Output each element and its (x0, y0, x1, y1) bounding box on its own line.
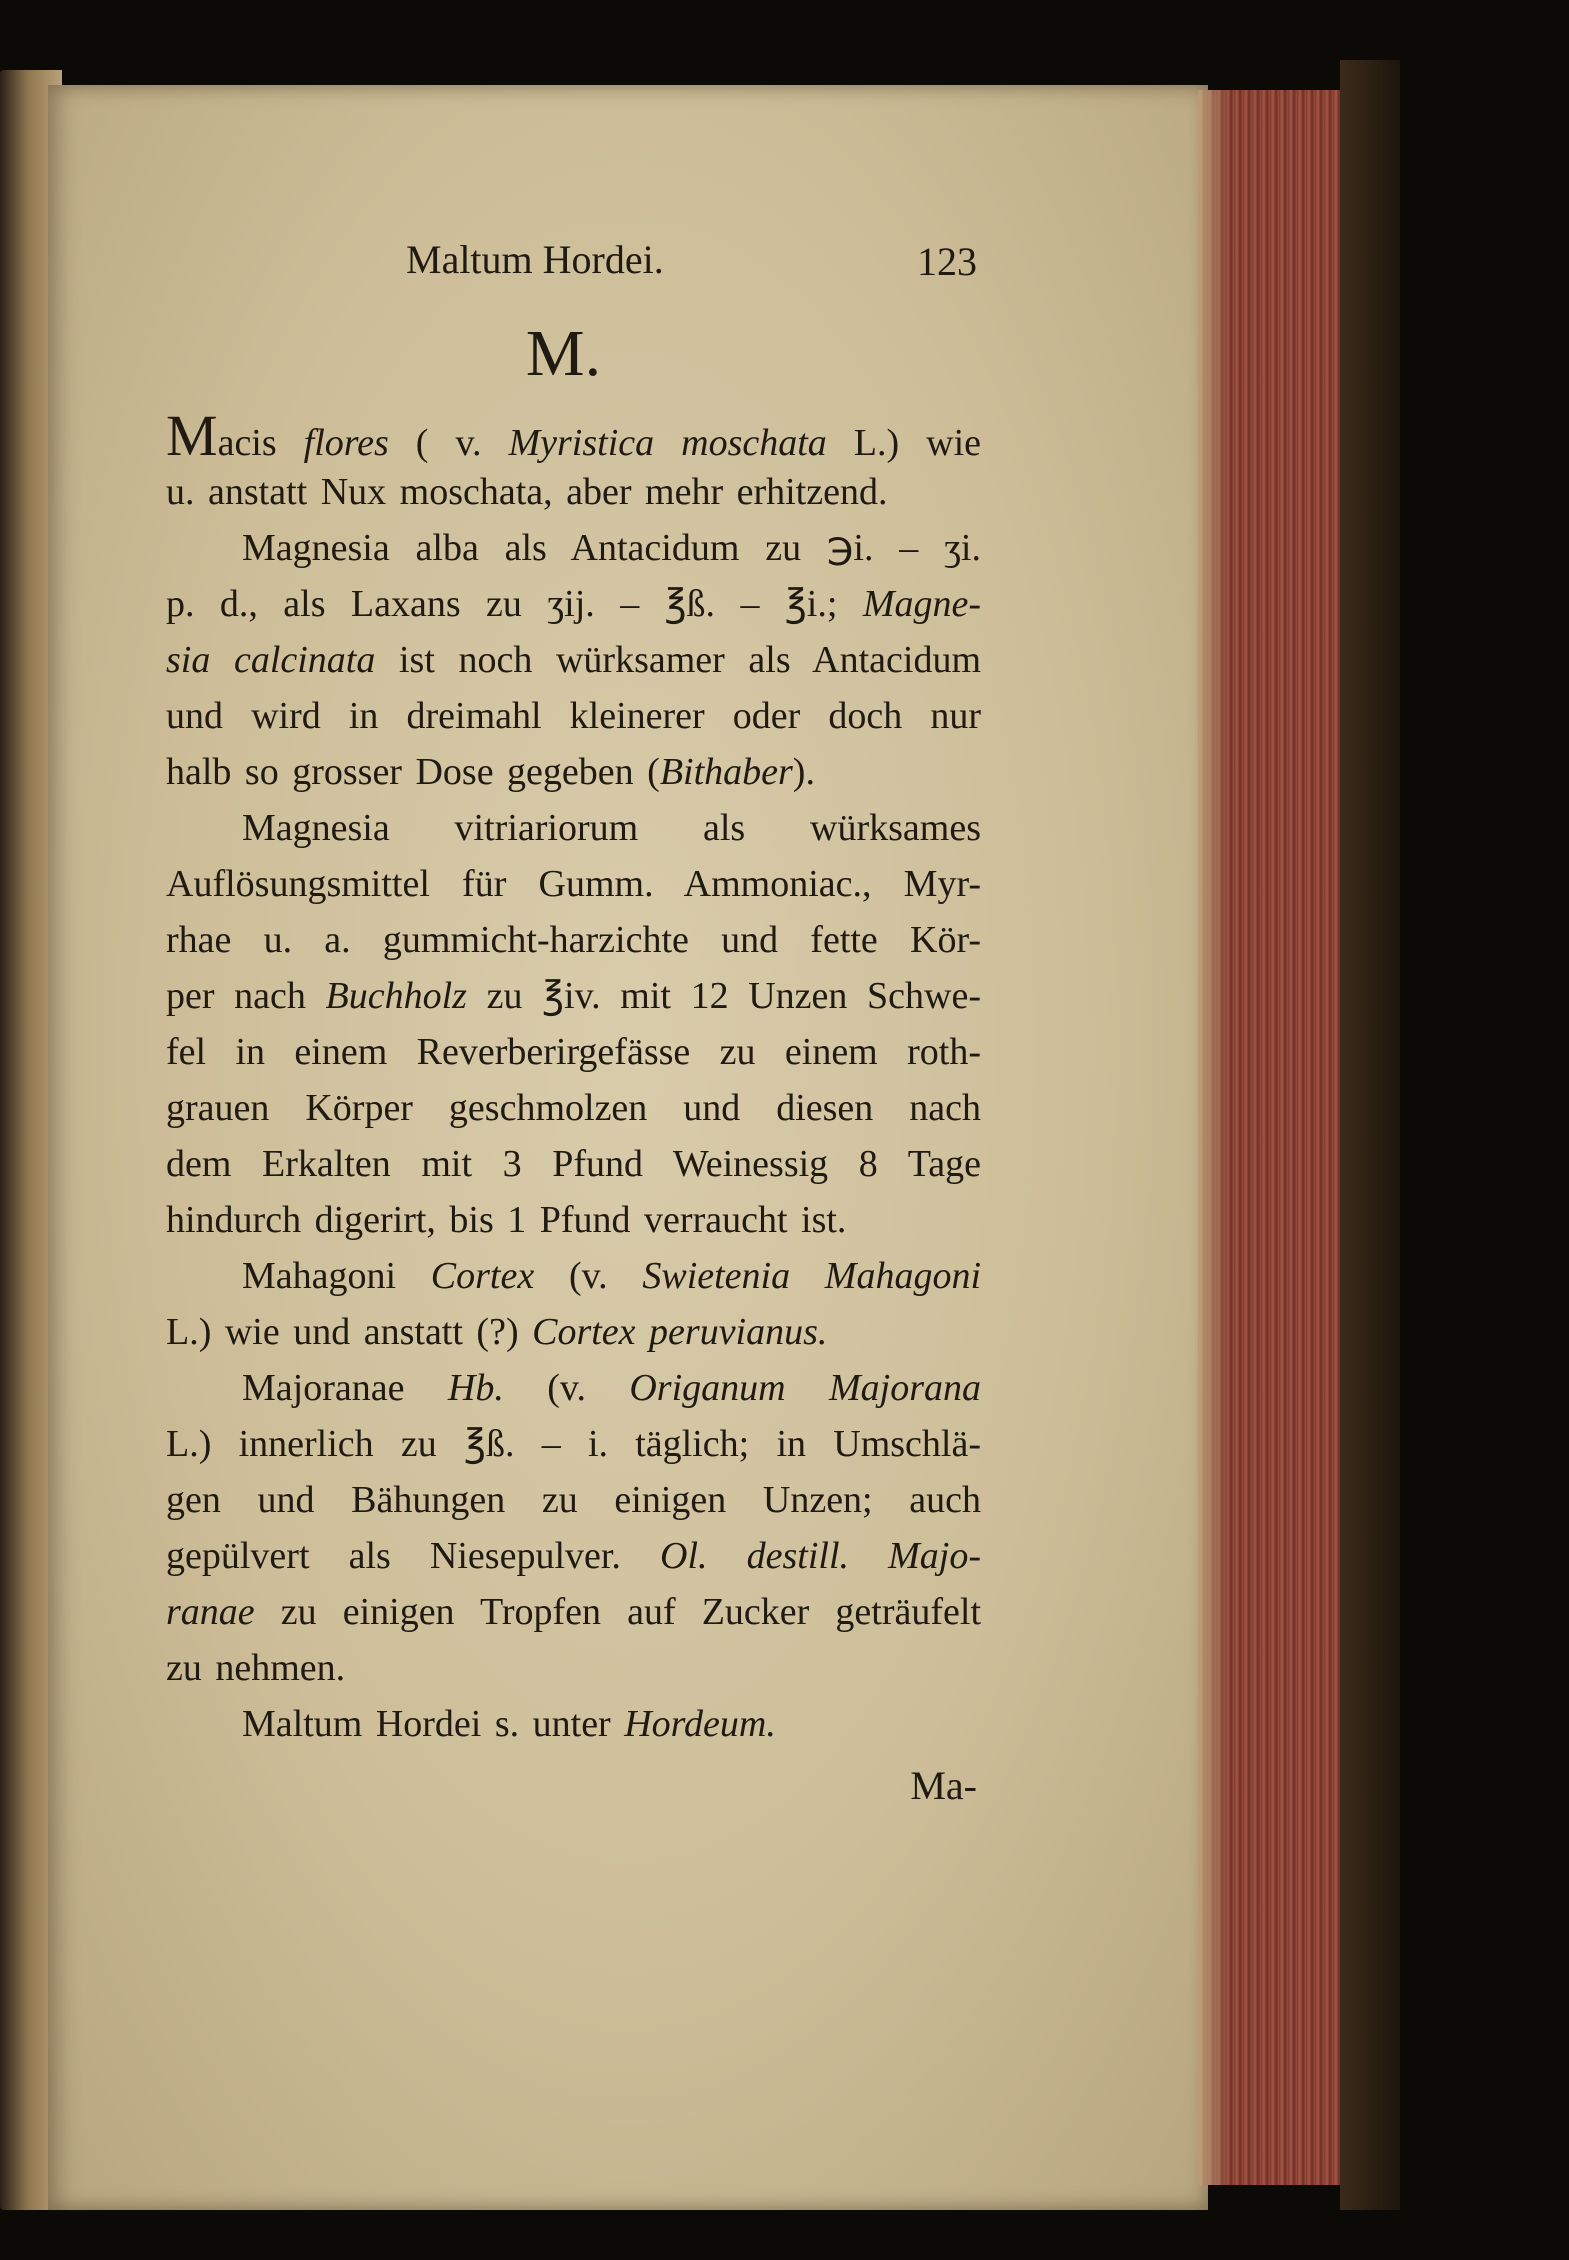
text-run: zu nehmen. (166, 1647, 346, 1689)
text-run: sia calcinata (166, 639, 376, 681)
text-run: L.) wie (826, 422, 982, 464)
dictionary-entry (166, 520, 981, 800)
text-line (166, 576, 981, 632)
text-run: Cortex peruvianus. (532, 1311, 828, 1353)
text-line (166, 800, 981, 856)
text-run: Ol. destill. Majo- (660, 1535, 981, 1577)
text-run: u. anstatt Nux moschata, aber mehr erhitzend. (166, 471, 888, 513)
text-line (166, 1304, 981, 1360)
text-line (166, 1416, 981, 1472)
text-line (166, 1696, 981, 1752)
text-line (166, 1024, 981, 1080)
book-cover-board (1340, 60, 1400, 2210)
text-run: acis (217, 422, 304, 464)
text-line (166, 1360, 981, 1416)
dictionary-entry (166, 800, 981, 1248)
text-run: rhae u. a. gummicht-harzichte und fette Kör- (166, 919, 981, 961)
dictionary-entry (166, 1248, 981, 1360)
text-run: zu ℥iv. mit 12 Unzen Schwe- (466, 975, 981, 1017)
text-run: Bithaber (659, 751, 793, 793)
text-run: ist noch würksamer als Antacidum (375, 639, 981, 681)
text-run: zu einigen Tropfen auf Zucker geträufelt (254, 1591, 981, 1633)
text-line (166, 1640, 981, 1696)
text-run: fel in einem Reverberirgefässe zu einem roth- (166, 1031, 981, 1073)
text-line (166, 1136, 981, 1192)
text-line (166, 744, 981, 800)
text-run: gen und Bähungen zu einigen Unzen; auch (166, 1479, 981, 1521)
text-run: dem Erkalten mit 3 Pfund Weinessig 8 Tage (166, 1143, 981, 1185)
text-line (166, 1248, 981, 1304)
text-run: grauen Körper geschmolzen und diesen nach (166, 1087, 981, 1129)
text-run: flores (303, 422, 389, 464)
text-run: Hordeum. (624, 1703, 776, 1745)
catchword: Ma- (910, 1763, 977, 1808)
text-line (166, 1472, 981, 1528)
text-run: per nach (166, 975, 326, 1017)
text-run: M (166, 403, 218, 468)
text-run: Magnesia alba als Antacidum zu ℈i. – ʒi. (242, 527, 981, 569)
text-run: p. d., als Laxans zu ʒij. – ℥ß. – ℥i.; (166, 583, 863, 625)
page-number: 123 (917, 239, 977, 284)
running-head-title: Maltum Hordei. (406, 237, 664, 282)
text-line (166, 1080, 981, 1136)
text-run: Cortex (430, 1255, 535, 1297)
text-run: ranae (166, 1591, 255, 1633)
text-line (166, 856, 981, 912)
dictionary-entry (166, 1360, 981, 1696)
text-run: Myristica moschata (508, 422, 827, 464)
text-run: und wird in dreimahl kleinerer oder doch nur (166, 695, 981, 737)
text-line (166, 688, 981, 744)
dictionary-entry (166, 403, 982, 520)
text-run: Magnesia vitriariorum als würksames (242, 807, 981, 849)
page-text (166, 236, 981, 1809)
text-line (166, 912, 981, 968)
text-run: Buchholz (325, 975, 467, 1017)
text-line (166, 403, 982, 468)
dictionary-entry (166, 1696, 981, 1752)
text-line (166, 968, 981, 1024)
text-run: Origanum Majorana (629, 1367, 982, 1409)
text-line (166, 464, 981, 520)
text-run: (v. (503, 1367, 630, 1409)
page-fore-edge (1198, 90, 1358, 2185)
text-run: Mahagoni (242, 1255, 431, 1297)
section-letter: M. (525, 317, 602, 390)
text-line (166, 1584, 981, 1640)
text-run: L.) innerlich zu ℥ß. – i. täglich; in Umschlä- (166, 1423, 981, 1465)
text-run: Majoranae (242, 1367, 448, 1409)
text-run: Auflösungsmittel für Gumm. Ammoniac., Myr- (166, 863, 981, 905)
running-head (166, 236, 981, 300)
text-line (166, 632, 981, 688)
text-run: (v. (534, 1255, 643, 1297)
text-run: Magne- (862, 583, 981, 625)
text-run: hindurch digerirt, bis 1 Pfund verraucht ist. (166, 1199, 847, 1241)
text-run: ). (792, 751, 815, 793)
text-run: gepülvert als Niesepulver. (166, 1535, 661, 1577)
text-line (166, 1192, 981, 1248)
text-run: Hb. (447, 1367, 504, 1409)
text-run: Swietenia Mahagoni (642, 1255, 982, 1297)
text-run: L.) wie und anstatt (?) (166, 1311, 533, 1353)
text-line (166, 1528, 981, 1584)
text-line (166, 520, 981, 576)
dictionary-entries (166, 403, 982, 1752)
text-run: halb so grosser Dose gegeben ( (166, 751, 660, 793)
text-run: ( v. (388, 422, 509, 464)
text-run: Maltum Hordei s. unter (242, 1703, 625, 1745)
